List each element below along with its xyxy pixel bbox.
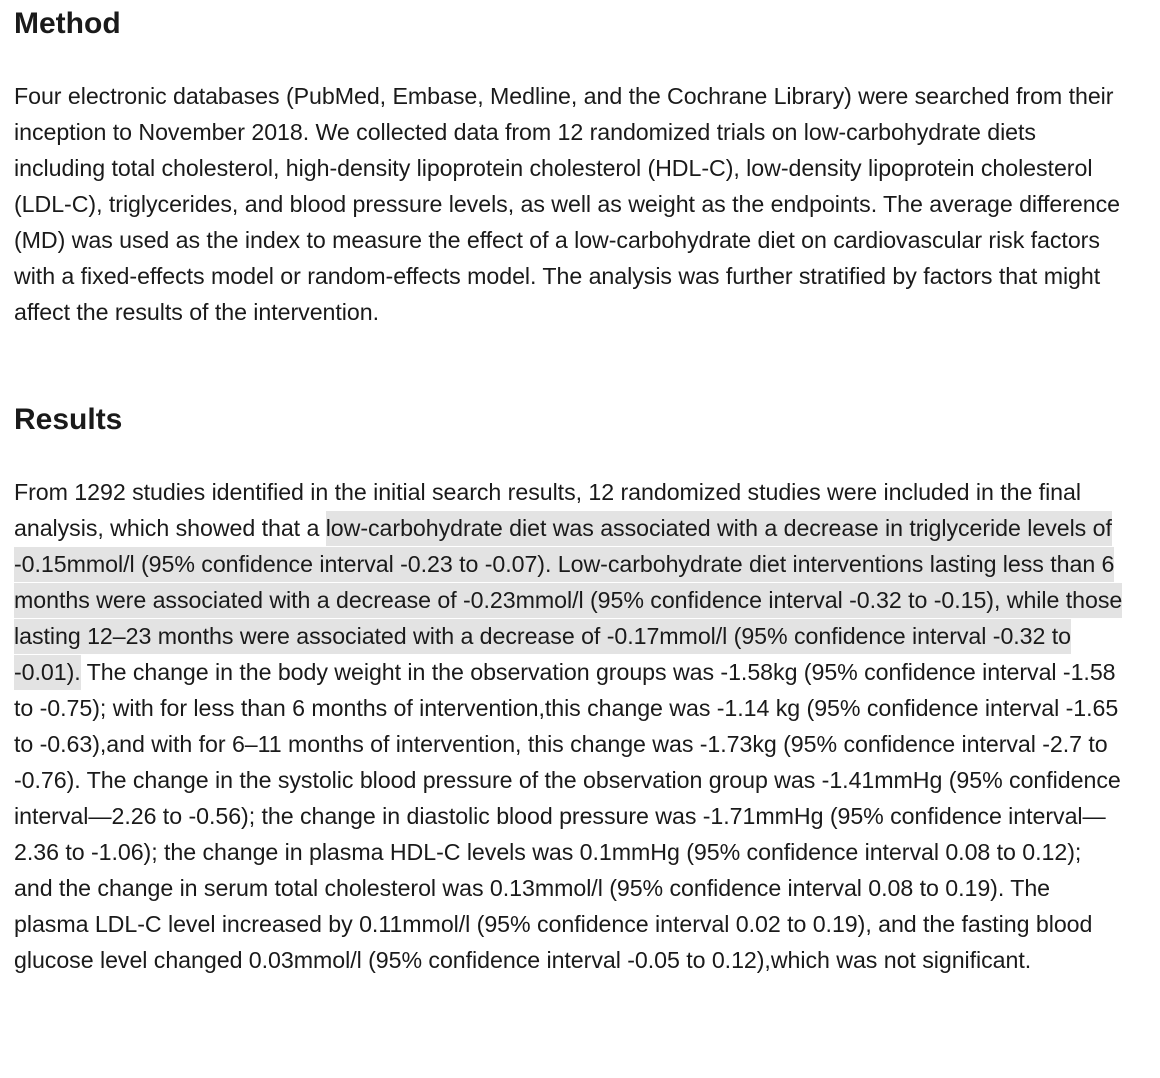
results-text-before-highlight: From 1292 studies identified in the initial search results, 12 randomized studies were included in the final analysis, which showed that a [14, 479, 1081, 541]
results-paragraph [14, 474, 1126, 978]
method-heading: Method [14, 7, 121, 40]
results-text-after-highlight: The change in the body weight in the observation groups was -1.58kg (95% confidence interval -1.58 to -0.75); with for less than 6 months of intervention,this change was -1.14 kg (95% confidence interval -1.65 to -0.63),and with for 6–11 months of intervention, this change was -1.73kg (95% confidence interval -2.7 to -0.76). The change in the systolic blood pressure of the observation group was -1.41mmHg (95% confidence interval—2.26 to -0.56); the change in diastolic blood pressure was -1.71mmHg (95% confidence interval—2.36 to -1.06); the change in plasma HDL-C levels was 0.1mmHg (95% confidence interval 0.08 to 0.12); and the change in serum total cholesterol was 0.13mmol/l (95% confidence interval 0.08 to 0.19). The plasma LDL-C level increased by 0.11mmol/l (95% confidence interval 0.02 to 0.19), and the fasting blood glucose level changed 0.03mmol/l (95% confidence interval -0.05 to 0.12),which was not significant. [14, 659, 1121, 973]
results-highlighted-text[interactable]: low-carbohydrate diet was associated with a decrease in triglyceride levels of -0.15mmol/l (95% confidence interval -0.23 to -0.07). Low-carbohydrate diet interventions lasting less than 6 months were associated with a decrease of -0.23mmol/l (95% confidence interval -0.32 to -0.15), while those lasting 12–23 months were associated with a decrease of -0.17mmol/l (95% confidence interval -0.32 to -0.01). [14, 511, 1122, 690]
results-heading: Results [14, 403, 123, 436]
method-paragraph: Four electronic databases (PubMed, Embase, Medline, and the Cochrane Library) were searched from their inception to November 2018. We collected data from 12 randomized trials on low-carbohydrate diets including total cholesterol, high-density lipoprotein cholesterol (HDL-C), low-density lipoprotein cholesterol (LDL-C), triglycerides, and blood pressure levels, as well as weight as the endpoints. The average difference (MD) was used as the index to measure the effect of a low-carbohydrate diet on cardiovascular risk factors with a fixed-effects model or random-effects model. The analysis was further stratified by factors that might affect the results of the intervention. [14, 83, 1120, 325]
